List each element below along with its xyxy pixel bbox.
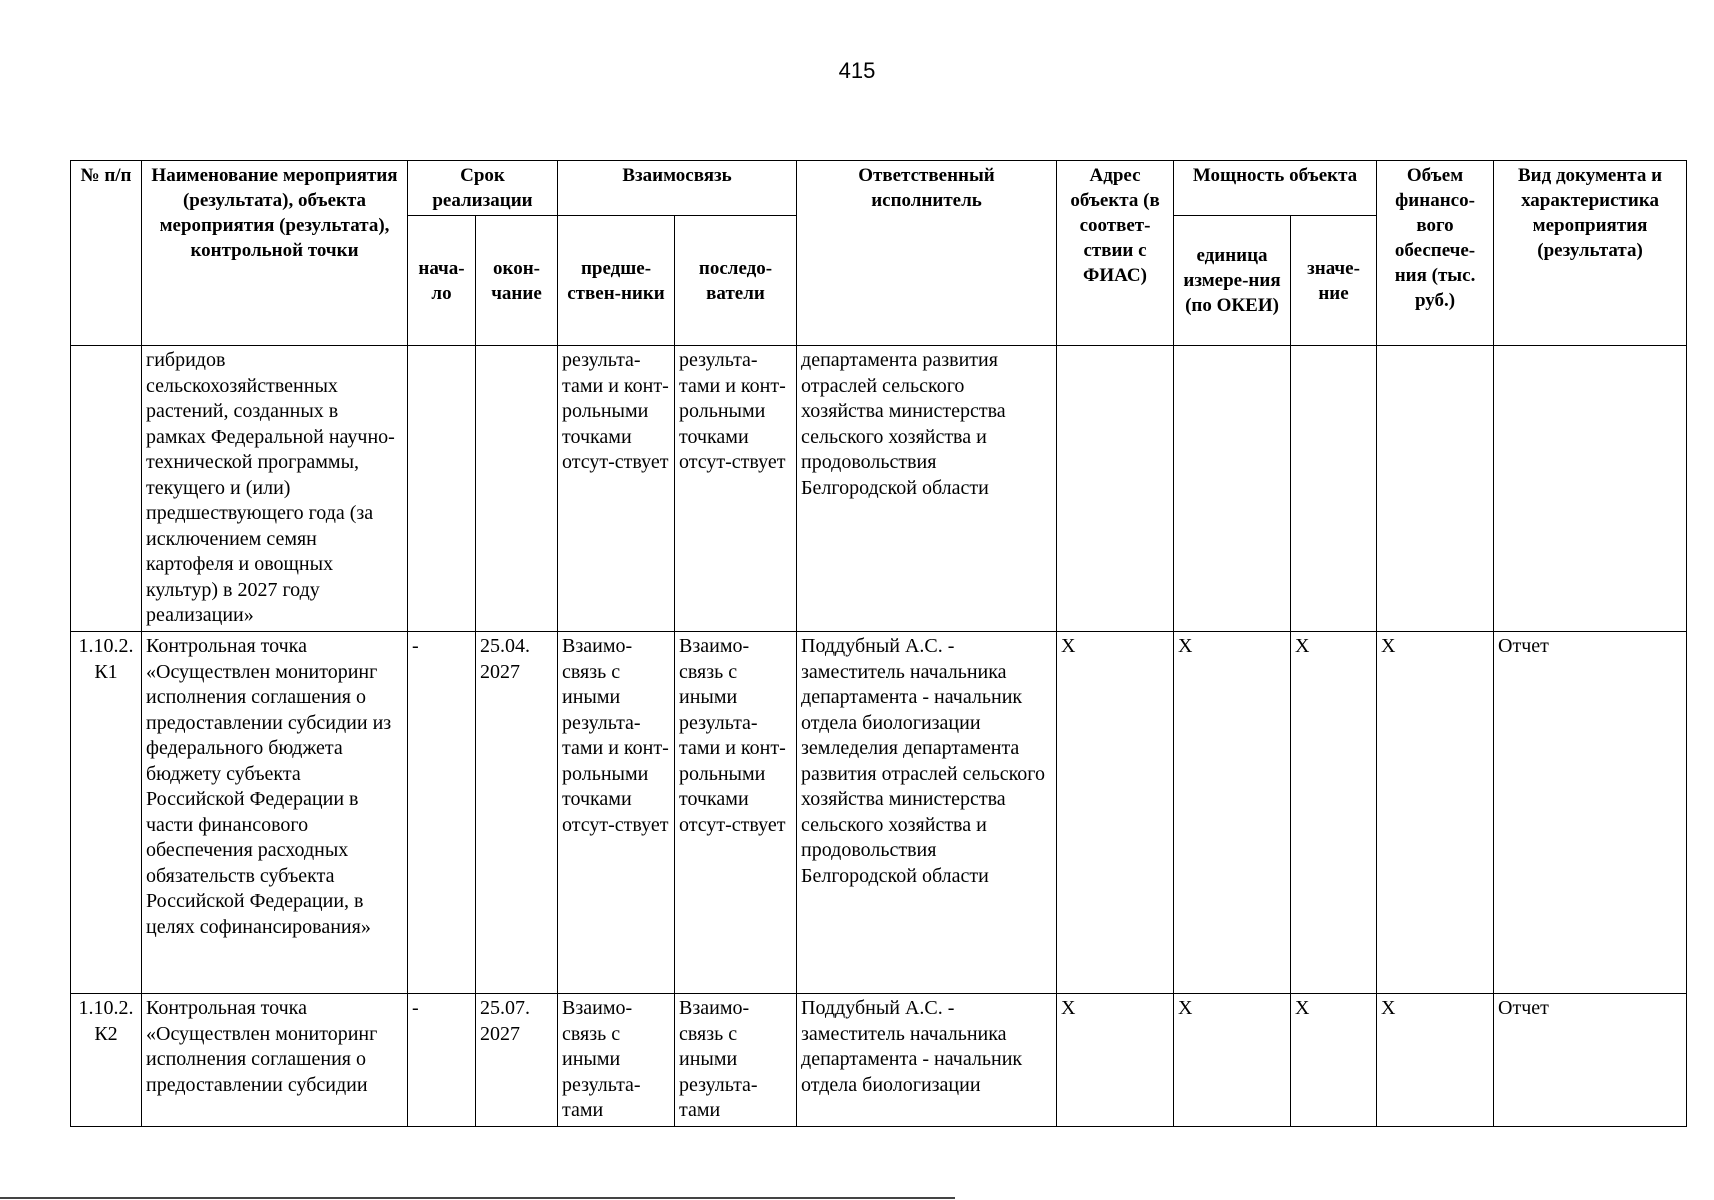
footer-divider [0, 1197, 955, 1199]
cell-doc: Отчет [1494, 632, 1687, 994]
header-finance: Объем финансо-вого обеспече-ния (тыс. руб.) [1377, 161, 1494, 346]
cell-finance: X [1377, 994, 1494, 1127]
cell-responsible: департамента развития отраслей сельского хозяйства министерства сельского хозяйства и продовольствия Белгородской области [797, 346, 1057, 632]
cell-unit: X [1174, 632, 1291, 994]
cell-value [1291, 346, 1377, 632]
header-num: № п/п [71, 161, 142, 346]
cell-start: - [408, 994, 476, 1127]
cell-unit: X [1174, 994, 1291, 1127]
header-capacity-value: значе-ние [1291, 216, 1377, 346]
header-period-start: нача-ло [408, 216, 476, 346]
cell-pred: Взаимо-связь с иными результа-тами [558, 994, 675, 1127]
cell-name: Контрольная точка «Осуществлен мониторинг исполнения соглашения о предоставлении субсидии [142, 994, 408, 1127]
cell-next: Взаимо-связь с иными результа-тами и конт-рольными точками отсут-ствует [675, 632, 797, 994]
cell-value: X [1291, 632, 1377, 994]
header-link: Взаимосвязь [558, 161, 797, 216]
table-row [71, 346, 1687, 632]
header-name: Наименование мероприятия (результата), объекта мероприятия (результата), контрольной точки [142, 161, 408, 346]
cell-doc: Отчет [1494, 994, 1687, 1127]
header-responsible: Ответственный исполнитель [797, 161, 1057, 346]
header-period-end: окон-чание [476, 216, 558, 346]
header-row-1 [71, 161, 1687, 216]
header-link-pred: предше-ствен-ники [558, 216, 675, 346]
cell-num: 1.10.2. К2 [71, 994, 142, 1127]
cell-responsible: Поддубный А.С. - заместитель начальника департамента - начальник отдела биологизации [797, 994, 1057, 1127]
plan-table [70, 160, 1687, 1127]
cell-doc [1494, 346, 1687, 632]
header-period: Срок реализации [408, 161, 558, 216]
header-capacity: Мощность объекта [1174, 161, 1377, 216]
cell-next: результа-тами и конт-рольными точками отсут-ствует [675, 346, 797, 632]
cell-address: X [1057, 632, 1174, 994]
cell-end: 25.04. 2027 [476, 632, 558, 994]
page-number: 415 [838, 58, 876, 83]
table-row [71, 632, 1687, 994]
header-doc: Вид документа и характеристика мероприятия (результата) [1494, 161, 1687, 346]
cell-next: Взаимо-связь с иными результа-тами [675, 994, 797, 1127]
cell-address [1057, 346, 1174, 632]
cell-finance [1377, 346, 1494, 632]
cell-address: X [1057, 994, 1174, 1127]
cell-unit [1174, 346, 1291, 632]
header-address: Адрес объекта (в соответ-ствии с ФИАС) [1057, 161, 1174, 346]
cell-num [71, 346, 142, 632]
cell-name: Контрольная точка «Осуществлен мониторинг исполнения соглашения о предоставлении субсидии из федерального бюджета бюджету субъекта Российской Федерации в части финансового обеспечения расходных обязательств субъекта Российской Федерации, в целях софинансирования» [142, 632, 408, 994]
cell-end: 25.07. 2027 [476, 994, 558, 1127]
cell-name: гибридов сельскохозяйственных растений, созданных в рамках Федеральной научно-технической программы, текущего и (или) предшествующего года (за исключением семян картофеля и овощных культур) в 2027 году реализации» [142, 346, 408, 632]
cell-end [476, 346, 558, 632]
cell-pred: результа-тами и конт-рольными точками отсут-ствует [558, 346, 675, 632]
header-capacity-unit: единица измере-ния (по ОКЕИ) [1174, 216, 1291, 346]
cell-value: X [1291, 994, 1377, 1127]
cell-start [408, 346, 476, 632]
header-link-next: последо-ватели [675, 216, 797, 346]
cell-finance: X [1377, 632, 1494, 994]
table-row [71, 994, 1687, 1127]
cell-start: - [408, 632, 476, 994]
cell-pred: Взаимо-связь с иными результа-тами и конт-рольными точками отсут-ствует [558, 632, 675, 994]
cell-responsible: Поддубный А.С. - заместитель начальника департамента - начальник отдела биологизации земледелия департамента развития отраслей сельского хозяйства министерства сельского хозяйства и продовольствия Белгородской области [797, 632, 1057, 994]
cell-num: 1.10.2. К1 [71, 632, 142, 994]
